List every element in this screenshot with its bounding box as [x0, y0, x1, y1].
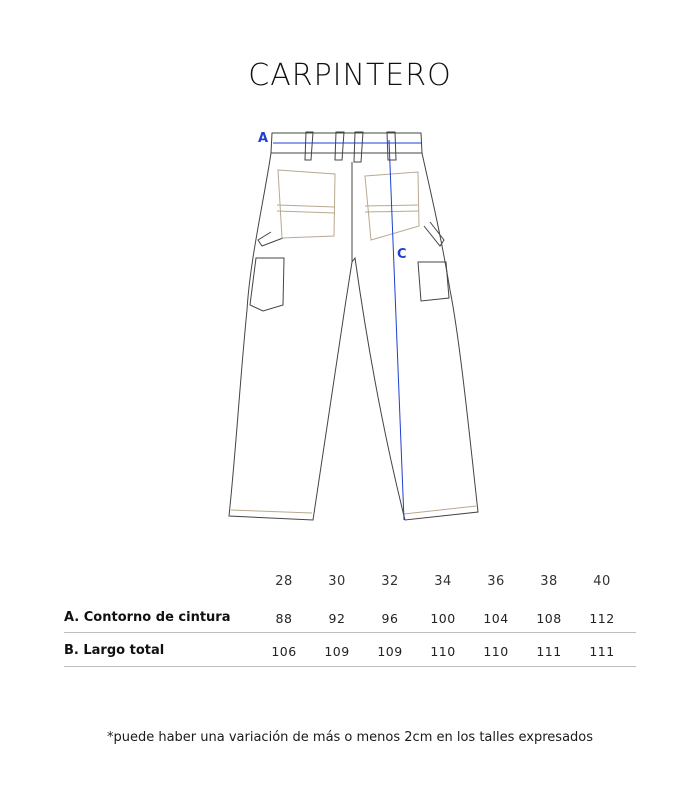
size-header: 28 [275, 574, 293, 589]
back-pocket-left [278, 170, 335, 238]
side-pocket-left [250, 258, 284, 311]
table-cell: 104 [483, 611, 509, 626]
row-divider [64, 666, 636, 667]
pocket-stitch [277, 205, 335, 207]
size-header: 30 [328, 574, 346, 589]
belt-loop [354, 132, 363, 162]
belt-loop [305, 132, 313, 160]
table-cell: 110 [483, 644, 509, 659]
table-cell: 109 [324, 644, 350, 659]
size-header: 34 [434, 574, 452, 589]
page-title: CARPINTERO [248, 58, 452, 93]
hammer-loop [258, 232, 283, 246]
hem-stitch [231, 510, 312, 513]
table-cell: 96 [381, 611, 399, 626]
table-cell: 111 [536, 644, 562, 659]
hem-stitch [404, 506, 476, 514]
measure-label-c: C [397, 247, 407, 262]
size-header: 40 [593, 574, 611, 589]
belt-loop [335, 132, 344, 160]
table-cell: 109 [377, 644, 403, 659]
pants-outline [229, 153, 478, 520]
table-cell: 112 [589, 611, 615, 626]
pocket-stitch [277, 211, 335, 213]
footnote: *puede haber una variación de más o menos 2cm en los talles expresados [106, 730, 594, 745]
size-header: 36 [487, 574, 505, 589]
table-cell: 100 [430, 611, 456, 626]
table-cell: 111 [589, 644, 615, 659]
size-header: 32 [381, 574, 399, 589]
table-cell: 88 [275, 611, 293, 626]
measure-label-a: A [258, 131, 269, 146]
row-label: A. Contorno de cintura [64, 610, 231, 625]
table-cell: 92 [328, 611, 346, 626]
table-cell: 106 [271, 644, 297, 659]
side-pocket-right [418, 262, 449, 301]
row-label: B. Largo total [64, 643, 165, 658]
size-header: 38 [540, 574, 558, 589]
table-cell: 108 [536, 611, 562, 626]
pants-diagram [220, 120, 490, 530]
belt-loop [387, 132, 396, 160]
row-divider [64, 632, 636, 633]
table-cell: 110 [430, 644, 456, 659]
